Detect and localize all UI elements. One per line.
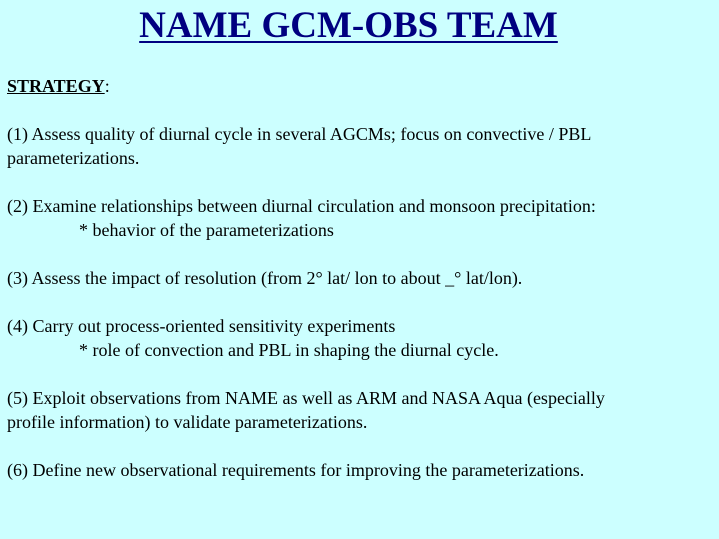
strategy-label: STRATEGY: [7, 76, 105, 96]
slide-body: [7, 74, 712, 482]
item-6-line-1: (6) Define new observational requirements for improving the parameterizations.: [7, 460, 585, 480]
item-1-line-2: parameterizations.: [7, 148, 140, 168]
item-2-line-1: (2) Examine relationships between diurnal circulation and monsoon precipitation:: [7, 196, 596, 216]
spacer: [7, 170, 712, 194]
strategy-item-1: [7, 122, 712, 170]
item-5-line-1: (5) Exploit observations from NAME as well as ARM and NASA Aqua (especially: [7, 388, 605, 408]
strategy-item-6: [7, 458, 712, 482]
slide-title: NAME GCM-OBS TEAM: [139, 5, 558, 46]
spacer: [7, 242, 712, 266]
item-5-line-2: profile information) to validate parameterizations.: [7, 412, 368, 432]
spacer: [7, 434, 712, 458]
strategy-heading: [7, 74, 712, 98]
spacer: [7, 98, 712, 122]
item-4-line-1: (4) Carry out process-oriented sensitivity experiments: [7, 316, 396, 336]
item-3-line-1: (3) Assess the impact of resolution (from 2° lat/ lon to about _° lat/lon).: [7, 268, 523, 288]
item-2-subpoint: * behavior of the parameterizations: [79, 220, 334, 240]
spacer: [7, 290, 712, 314]
strategy-colon: :: [104, 76, 110, 96]
strategy-item-3: [7, 266, 712, 290]
strategy-item-4: [7, 314, 712, 362]
item-4-subpoint: * role of convection and PBL in shaping the diurnal cycle.: [79, 340, 499, 360]
strategy-item-2: [7, 194, 712, 242]
item-1-line-1: (1) Assess quality of diurnal cycle in several AGCMs; focus on convective / PBL: [7, 124, 592, 144]
spacer: [7, 362, 712, 386]
strategy-item-5: [7, 386, 712, 434]
